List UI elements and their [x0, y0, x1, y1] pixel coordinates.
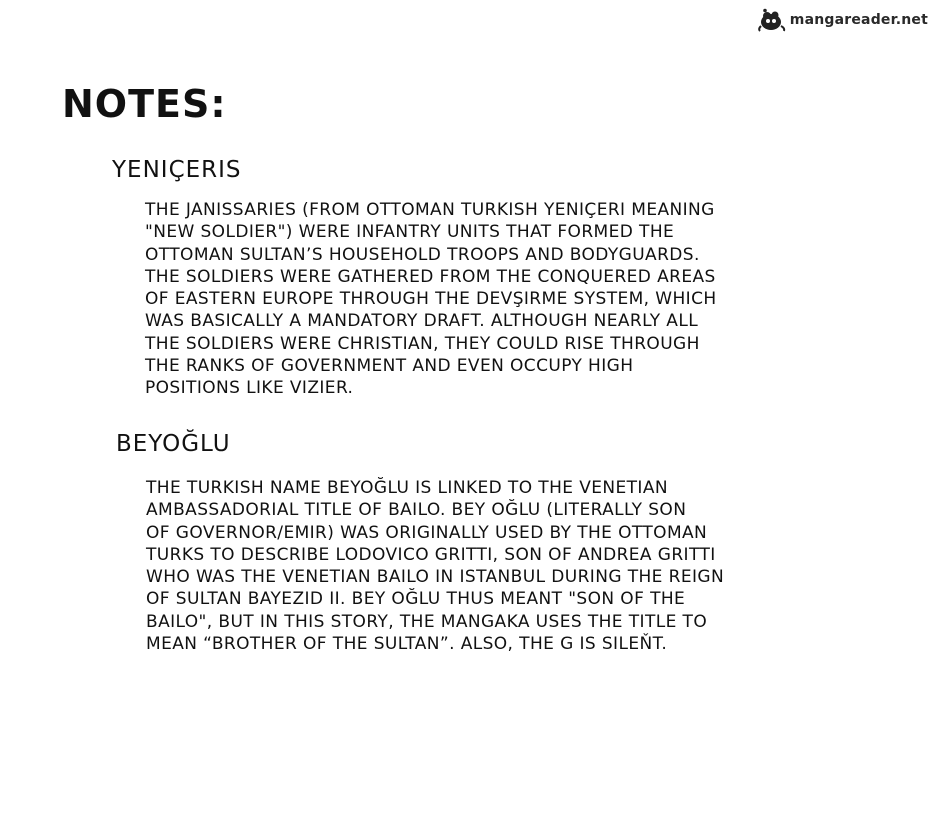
body-line: BAILO", BUT IN THIS STORY, THE MANGAKA USES THE TITLE TO	[146, 611, 708, 632]
body-line: "NEW SOLDIER") WERE INFANTRY UNITS THAT FORMED THE	[145, 222, 675, 243]
body-line: POSITIONS LIKE VIZIER.	[145, 378, 354, 399]
body-line: WHO WAS THE VENETIAN BAILO IN ISTANBUL DURING THE REIGN	[146, 567, 725, 588]
section-heading-beyoglu: BEYOĞLU	[116, 431, 231, 457]
body-line: OF GOVERNOR/EMIR) WAS ORIGINALLY USED BY THE OTTOMAN	[146, 522, 708, 543]
watermark-text: mangareader.net	[789, 12, 928, 28]
body-line: THE SOLDIERS WERE GATHERED FROM THE CONQUERED AREAS	[145, 266, 716, 287]
section-heading-yeniceris: YENIÇERIS	[112, 157, 242, 183]
body-line: WAS BASICALLY A MANDATORY DRAFT. ALTHOUGH NEARLY ALL	[145, 311, 699, 332]
page-title: NOTES:	[62, 82, 227, 126]
mascot-logo-icon	[757, 8, 787, 32]
watermark	[757, 8, 928, 32]
body-line: TURKS TO DESCRIBE LODOVICO GRITTI, SON OF ANDREA GRITTI	[146, 544, 716, 565]
body-line: THE RANKS OF GOVERNMENT AND EVEN OCCUPY HIGH	[145, 356, 634, 377]
section-body-yeniceris	[145, 199, 717, 400]
body-line: THE SOLDIERS WERE CHRISTIAN, THEY COULD RISE THROUGH	[145, 333, 700, 354]
body-line: OF SULTAN BAYEZID II. BEY OĞLU THUS MEANT "SON OF THE	[146, 589, 686, 610]
body-line: OF EASTERN EUROPE THROUGH THE DEVŞIRME SYSTEM, WHICH	[145, 289, 717, 310]
section-body-beyoglu	[146, 477, 724, 655]
body-line: AMBASSADORIAL TITLE OF BAILO. BEY OĞLU (LITERALLY SON	[146, 500, 687, 521]
body-line: MEAN “BROTHER OF THE SULTAN”. ALSO, THE G IS SILEŇT.	[146, 634, 668, 655]
body-line: THE TURKISH NAME BEYOĞLU IS LINKED TO THE VENETIAN	[146, 478, 668, 498]
body-line: THE JANISSARIES (FROM OTTOMAN TURKISH YENIÇERI MEANING	[145, 200, 715, 220]
body-line: OTTOMAN SULTAN’S HOUSEHOLD TROOPS AND BODYGUARDS.	[145, 244, 700, 265]
